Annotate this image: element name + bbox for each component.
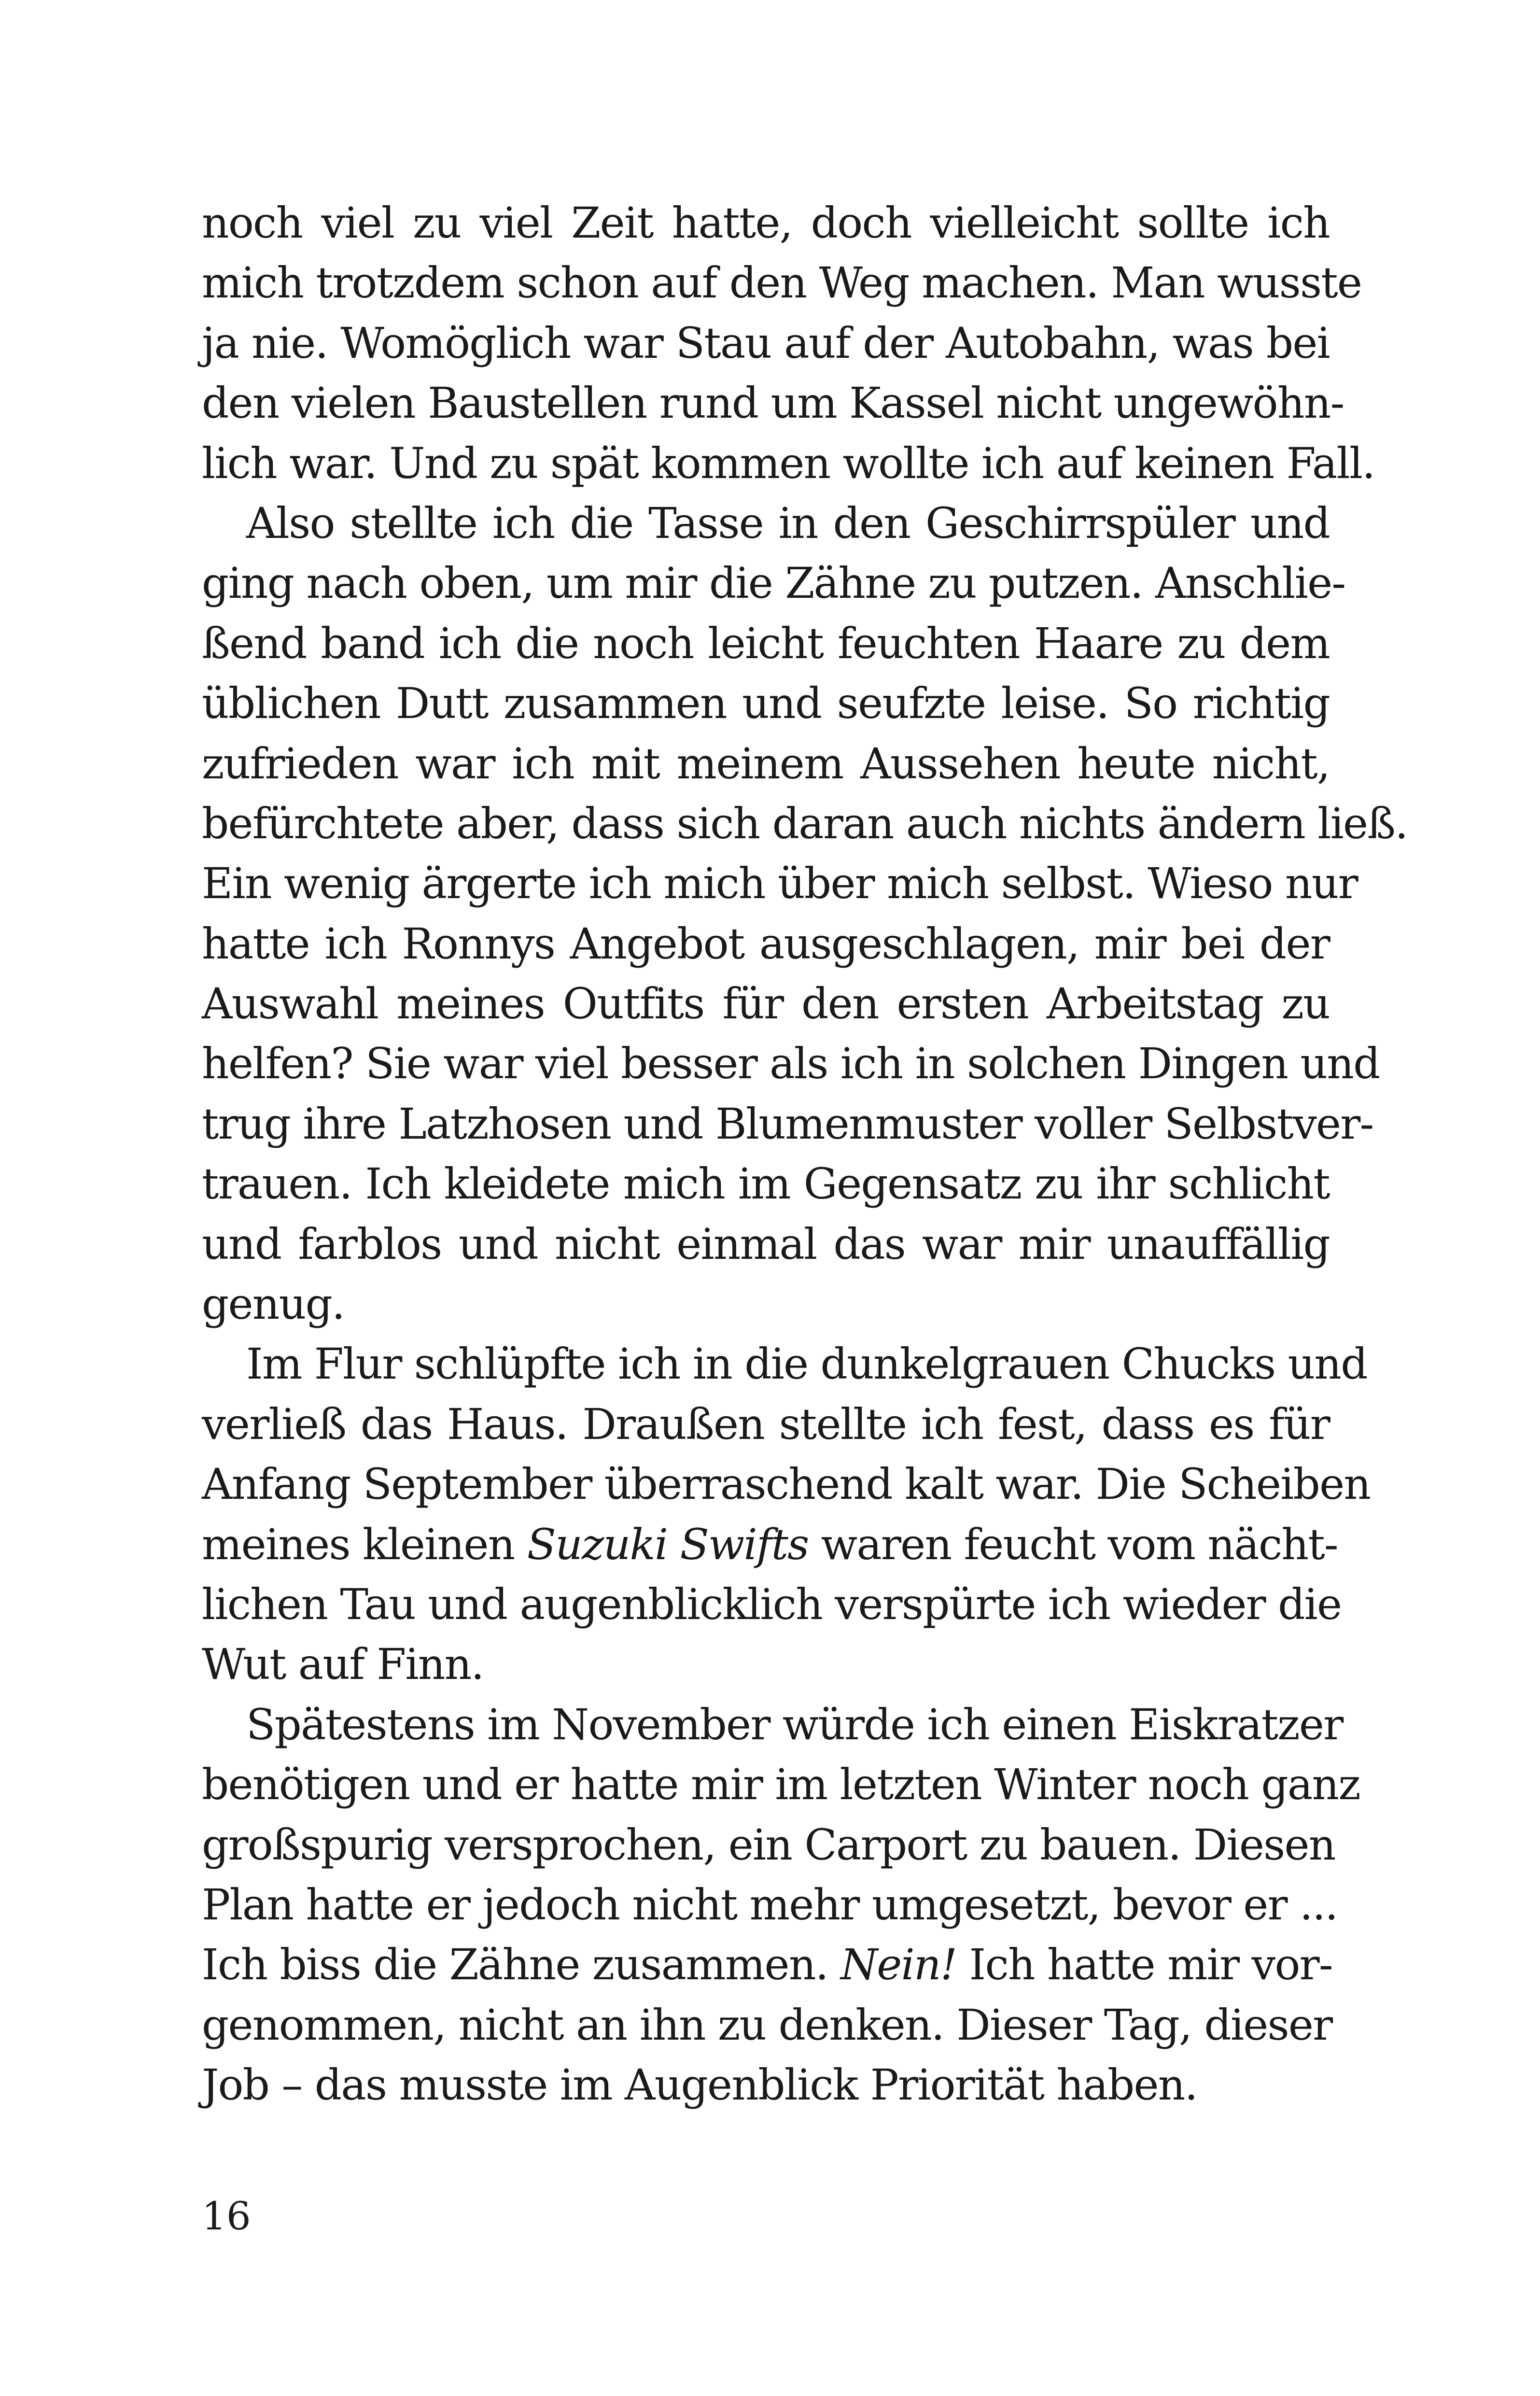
text-line: befürchtete aber, dass sich daran auch nichts ändern ließ. (202, 798, 1408, 848)
text-line: helfen? Sie war viel besser als ich in solchen Dingen und (202, 1039, 1380, 1089)
text-line: trug ihre Latzhosen und Blumenmuster voller Selbstver- (202, 1099, 1373, 1149)
body-text (202, 193, 1408, 2115)
paragraph-end-line: Wut auf Finn. (202, 1639, 484, 1690)
text-line-with-italic (202, 1935, 1330, 1995)
text-line-with-italic (202, 1515, 1338, 1575)
line-segment: waren feucht vom nächt- (808, 1519, 1338, 1569)
text-line: noch viel zu viel Zeit hatte, doch vielleicht sollte ich (202, 198, 1330, 248)
text-line: Anfang September überraschend kalt war. Die Scheiben (202, 1459, 1371, 1509)
text-line: und farblos und nicht einmal das war mir unauffällig (202, 1219, 1330, 1269)
text-line: hatte ich Ronnys Angebot ausgeschlagen, mir bei der (202, 918, 1330, 969)
text-line: ja nie. Womöglich war Stau auf der Autobahn, was bei (202, 318, 1330, 368)
text-line: trauen. Ich kleidete mich im Gegensatz zu ihr schlicht (202, 1159, 1330, 1209)
line-segment: Ich hatte mir vor- (956, 1940, 1332, 1990)
text-line: lichen Tau und augenblicklich verspürte ich wieder die (202, 1579, 1342, 1629)
line-segment: meines kleinen (202, 1519, 527, 1569)
text-line: lich war. Und zu spät kommen wollte ich auf keinen Fall. (202, 438, 1375, 488)
paragraph-start-line: Im Flur schlüpfte ich in die dunkelgrauen Chucks und (246, 1339, 1367, 1389)
italic-car-name: Suzuki Swifts (527, 1519, 809, 1569)
paragraph-end-line: genug. (202, 1279, 345, 1329)
line-segment: Ich biss die Zähne zusammen. (202, 1940, 841, 1990)
paragraph-end-line: Job – das musste im Augenblick Priorität haben. (202, 2060, 1197, 2110)
paragraph-start-line: Spätestens im November würde ich einen Eiskratzer (246, 1699, 1343, 1749)
text-line: Ein wenig ärgerte ich mich über mich selbst. Wieso nur (202, 859, 1358, 909)
text-line: ging nach oben, um mir die Zähne zu putzen. Anschlie- (202, 558, 1345, 608)
italic-exclamation: Nein! (840, 1940, 957, 1990)
text-line: Auswahl meines Outfits für den ersten Arbeitstag zu (202, 979, 1330, 1029)
text-line: großspurig versprochen, ein Carport zu bauen. Diesen (202, 1819, 1335, 1870)
text-line: üblichen Dutt zusammen und seufzte leise. So richtig (202, 678, 1330, 729)
paragraph-start-line: Also stellte ich die Tasse in den Geschirrspüler und (246, 498, 1330, 548)
text-line: den vielen Baustellen rund um Kassel nicht ungewöhn- (202, 378, 1344, 428)
text-line: genommen, nicht an ihn zu denken. Dieser Tag, dieser (202, 2000, 1332, 2050)
text-line: benötigen und er hatte mir im letzten Winter noch ganz (202, 1760, 1360, 1810)
text-line: mich trotzdem schon auf den Weg machen. Man wusste (202, 258, 1362, 308)
text-line: verließ das Haus. Draußen stellte ich fest, dass es für (202, 1399, 1330, 1449)
text-line: ßend band ich die noch leicht feuchten Haare zu dem (202, 618, 1330, 668)
text-line: zufrieden war ich mit meinem Aussehen heute nicht, (202, 738, 1330, 789)
page-number: 16 (202, 2194, 251, 2239)
text-line: Plan hatte er jedoch nicht mehr umgesetzt, bevor er ... (202, 1879, 1338, 1930)
